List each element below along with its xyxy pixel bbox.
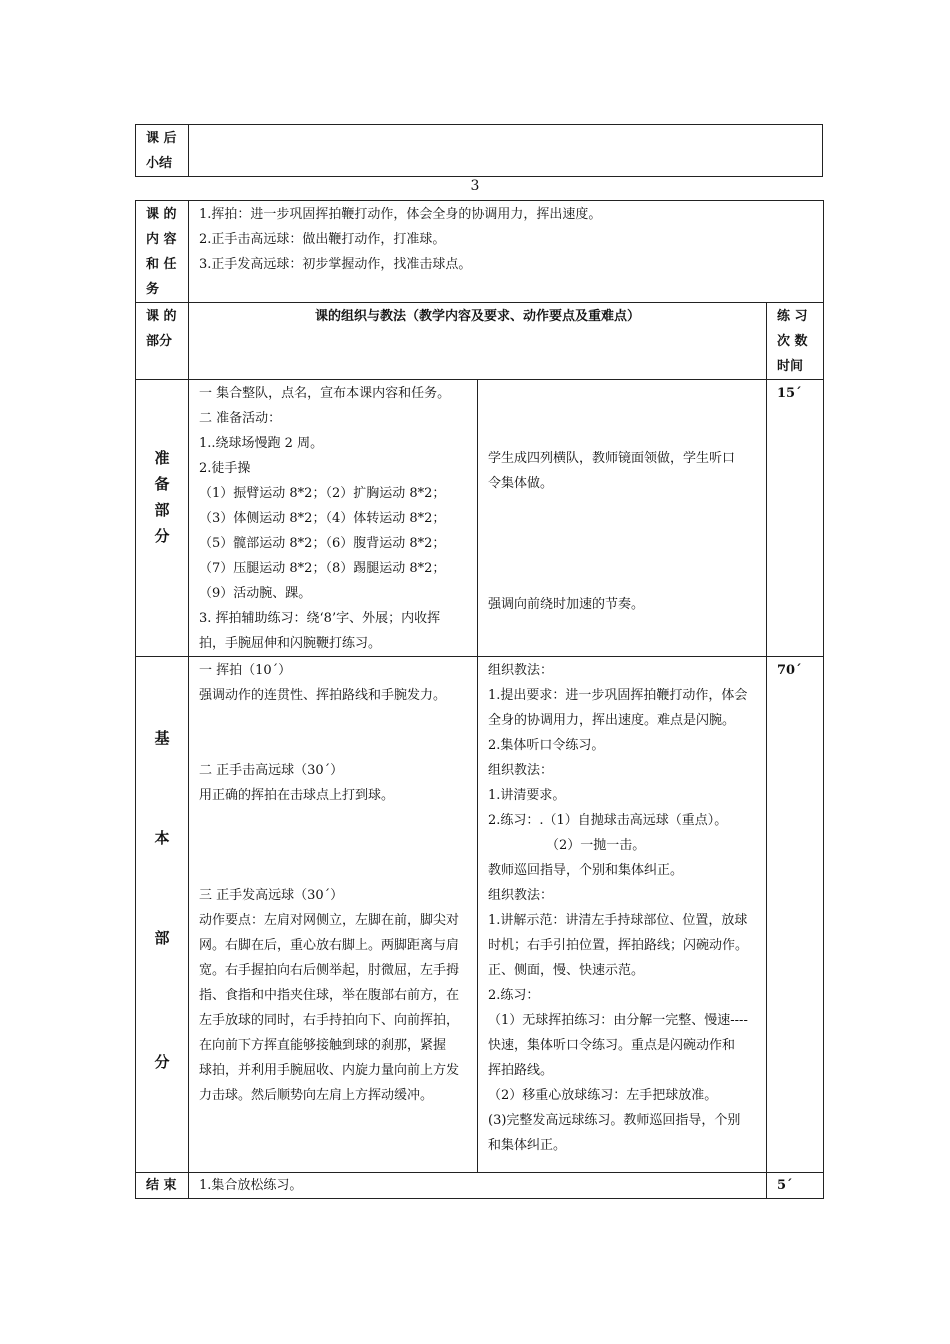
basic-method-line: 组织教法： xyxy=(488,763,554,778)
basic-method-line: 挥拍路线。 xyxy=(488,1063,554,1078)
end-label-cell xyxy=(136,1173,189,1199)
basic-line: 一 挥拍（10´） xyxy=(199,663,292,678)
basic-method-line: (3)完整发高远球练习。教师巡回指导，个别 xyxy=(488,1113,741,1128)
basic-method-line: 全身的协调用力，挥出速度。难点是闪腕。 xyxy=(488,713,736,728)
basic-time-cell xyxy=(767,657,824,1173)
prep-line: 3. 挥拍辅助练习：绕‘8’字、外展；内收挥 xyxy=(199,611,441,626)
basic-label-2: 本 xyxy=(154,829,170,847)
basic-method-line: 正、侧面，慢、快速示范。 xyxy=(488,963,645,978)
basic-method-line: 快速，集体听口令练习。重点是闪碗动作和 xyxy=(488,1038,736,1053)
time-header-1: 练 习 xyxy=(777,309,808,324)
prep-line: （5）髋部运动 8*2；（6）腹背运动 8*2； xyxy=(199,536,446,551)
part-header-1: 课 的 xyxy=(146,309,177,324)
basic-line: 左手放球的同时，右手持拍向下、向前挥拍， xyxy=(199,1013,460,1028)
basic-method-line: （2）移重心放球练习：左手把球放准。 xyxy=(488,1088,718,1103)
end-content-cell xyxy=(189,1173,767,1199)
basic-label-3: 部 xyxy=(154,929,170,947)
basic-line: 网。右脚在后，重心放右脚上。两脚距离与肩 xyxy=(199,938,460,953)
prep-label-cell xyxy=(136,380,189,657)
task-label-3: 和 任 xyxy=(146,257,177,272)
basic-label-1: 基 xyxy=(154,729,170,747)
prep-label-4: 分 xyxy=(154,527,170,545)
prep-method-line: 学生成四列横队，教师镜面领做，学生听口 xyxy=(488,451,736,466)
summary-content-cell xyxy=(189,125,823,177)
basic-method-line: 组织教法： xyxy=(488,888,554,903)
task-label-cell xyxy=(136,201,189,303)
basic-line: 球拍，并利用手腕屈收、内旋力量向前上方发 xyxy=(199,1063,460,1078)
prep-line: 一 集合整队，点名，宣布本课内容和任务。 xyxy=(199,386,451,401)
prep-label-3: 部 xyxy=(154,501,170,519)
prep-line: 2.徒手操 xyxy=(199,461,251,476)
method-header-cell xyxy=(189,303,767,380)
basic-method-line: 教师巡回指导，个别和集体纠正。 xyxy=(488,863,684,878)
part-header-cell xyxy=(136,303,189,380)
prep-line: （3）体侧运动 8*2；（4）体转运动 8*2； xyxy=(199,511,446,526)
prep-method-note: 强调向前绕时加速的节奏。 xyxy=(488,597,645,612)
part-header-2: 部分 xyxy=(146,334,173,349)
basic-method-line: 1.讲清要求。 xyxy=(488,788,566,803)
task-item-3: 3.正手发高远球：初步掌握动作，找准击球点。 xyxy=(199,257,472,272)
basic-line: 指、食指和中指夹住球，举在腹部右前方，在 xyxy=(199,988,460,1003)
basic-line: 用正确的挥拍在击球点上打到球。 xyxy=(199,788,395,803)
basic-method-cell xyxy=(478,657,767,1173)
time-header-3: 时间 xyxy=(777,359,804,374)
prep-method-line: 令集体做。 xyxy=(488,476,554,491)
basic-line: 三 正手发高远球（30´） xyxy=(199,888,344,903)
end-label: 结 束 xyxy=(146,1178,177,1193)
page-number: 3 xyxy=(470,178,480,194)
basic-line: 力击球。然后顺势向左肩上方挥动缓冲。 xyxy=(199,1088,434,1103)
prep-line: 1..绕球场慢跑 2 周。 xyxy=(199,436,324,451)
summary-label-2: 小结 xyxy=(146,156,173,171)
basic-line: 在向前下方挥直能够接触到球的刹那，紧握 xyxy=(199,1038,447,1053)
time-header-2: 次 数 xyxy=(777,334,808,349)
task-label-4: 务 xyxy=(146,282,160,297)
prep-time-cell xyxy=(767,380,824,657)
task-item-1: 1.挥拍：进一步巩固挥拍鞭打动作，体会全身的协调用力，挥出速度。 xyxy=(199,207,602,222)
prep-time: 15´ xyxy=(777,386,802,401)
basic-method-line: 和集体纠正。 xyxy=(488,1138,567,1153)
prep-line: （1）振臂运动 8*2；（2）扩胸运动 8*2； xyxy=(199,486,446,501)
basic-line: 强调动作的连贯性、挥拍路线和手腕发力。 xyxy=(199,688,447,703)
summary-table xyxy=(135,124,823,177)
basic-method-line: 1.讲解示范：讲清左手持球部位、位置，放球 xyxy=(488,913,748,928)
basic-line: 二 正手击高远球（30´） xyxy=(199,763,344,778)
task-item-2: 2.正手击高远球：做出鞭打动作，打准球。 xyxy=(199,232,446,247)
task-content-cell xyxy=(189,201,824,303)
end-text: 1.集合放松练习。 xyxy=(199,1178,303,1193)
basic-method-line: 2.集体听口令练习。 xyxy=(488,738,605,753)
summary-label-1: 课 后 xyxy=(146,131,177,146)
basic-label-cell xyxy=(136,657,189,1173)
task-label-1: 课 的 xyxy=(146,207,177,222)
basic-method-line: （2）一抛一击。 xyxy=(546,838,646,853)
prep-line: （7）压腿运动 8*2；（8）踢腿运动 8*2； xyxy=(199,561,446,576)
basic-method-line: 1.提出要求：进一步巩固挥拍鞭打动作，体会 xyxy=(488,688,748,703)
basic-method-line: 时机；右手引拍位置，挥拍路线；闪碗动作。 xyxy=(488,938,749,953)
basic-content-cell xyxy=(189,657,478,1173)
basic-line: 宽。右手握拍向右后侧举起，肘微屈，左手拇 xyxy=(199,963,460,978)
basic-method-line: 2.练习：.（1）自抛球击高远球（重点）。 xyxy=(488,813,728,828)
time-header-cell xyxy=(767,303,824,380)
summary-label-cell xyxy=(136,125,189,177)
task-label-2: 内 容 xyxy=(146,232,177,247)
end-time: 5´ xyxy=(777,1178,793,1193)
prep-label-2: 备 xyxy=(154,475,170,493)
basic-method-line: 2.练习： xyxy=(488,988,540,1003)
prep-line: （9）活动腕、踝。 xyxy=(199,586,312,601)
prep-line: 拍，手腕屈伸和闪腕鞭打练习。 xyxy=(199,636,382,651)
prep-content-cell xyxy=(189,380,478,657)
lesson-table xyxy=(135,200,824,1199)
basic-method-line: （1）无球挥拍练习：由分解一完整、慢速---- xyxy=(488,1013,748,1028)
basic-time: 70´ xyxy=(777,663,802,678)
basic-line: 动作要点：左肩对网侧立，左脚在前，脚尖对 xyxy=(199,913,460,928)
basic-label-4: 分 xyxy=(154,1053,170,1071)
method-header: 课的组织与教法（教学内容及要求、动作要点及重难点） xyxy=(314,309,640,324)
basic-method-line: 组织教法： xyxy=(488,663,554,678)
prep-line: 二 准备活动： xyxy=(199,411,282,426)
end-time-cell xyxy=(767,1173,824,1199)
prep-method-cell xyxy=(478,380,767,657)
prep-label-1: 准 xyxy=(154,449,170,467)
